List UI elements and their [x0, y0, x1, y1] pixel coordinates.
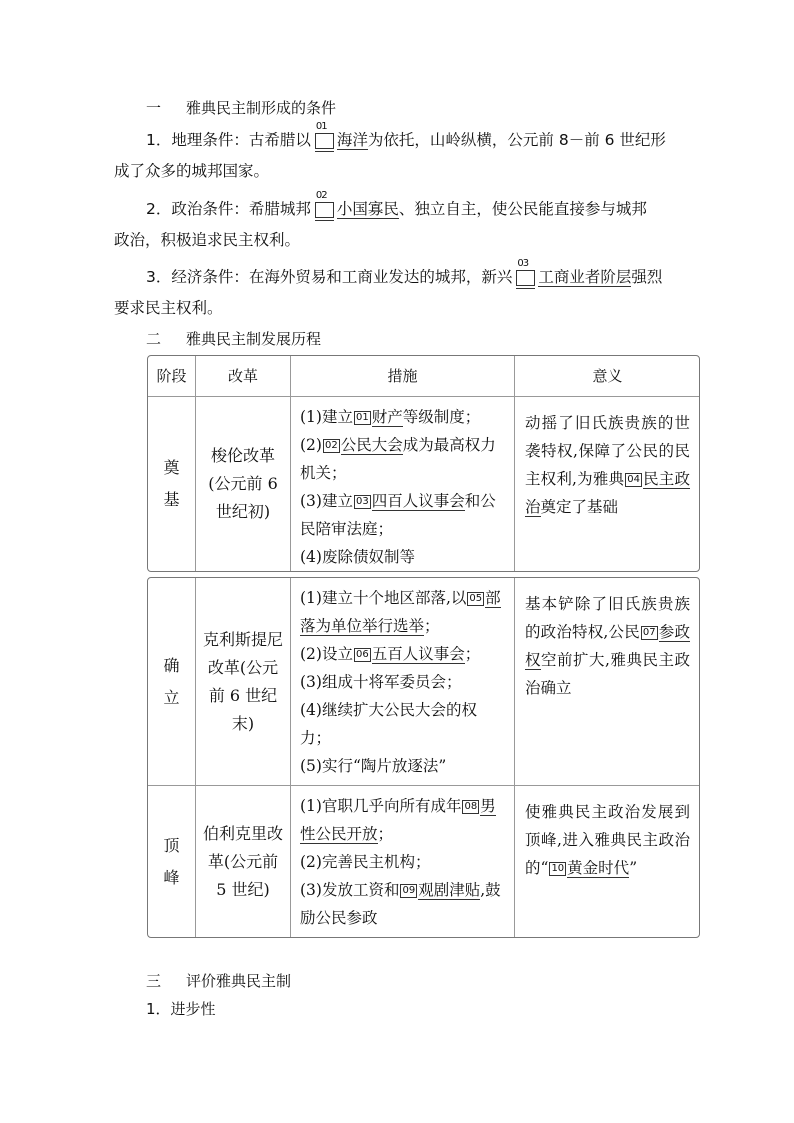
- section-heading-2: 二 雅典民主制发展历程: [146, 330, 322, 348]
- section-heading-3: 三 评价雅典民主制: [146, 972, 292, 990]
- reform-cell: 梭伦改革(公元前 6 世纪初): [195, 397, 290, 571]
- key-term: 小国寡民: [336, 200, 399, 218]
- reform-cell: 克利斯提尼改革(公元前 6 世纪末): [195, 578, 290, 785]
- condition-economy: 3．经济条件：在海外贸易和工商业发达的城邦，新兴 03 工商业者阶层强烈 要求民主权利。: [114, 258, 663, 317]
- stage-cell: 顶峰: [163, 835, 180, 887]
- significance-cell: 使雅典民主政治发展到顶峰,进入雅典民主政治的“ 10 黄金时代”: [514, 786, 700, 937]
- measures-cell: (1)官职几乎向所有成年 08 男性公民开放； (2)完善民主机构； (3)发放工资和 09 观剧津贴,鼓励公民参政: [290, 786, 514, 937]
- table-row: [148, 786, 699, 937]
- reform-table-part-1: [147, 355, 700, 572]
- stage-cell: 奠基: [163, 458, 180, 509]
- table-header-row: 阶段 改革 措施 意义: [148, 356, 699, 396]
- table-row: [148, 397, 699, 571]
- blank-marker: 02: [314, 196, 334, 218]
- key-term: 工商业者阶层: [538, 268, 632, 286]
- key-term: 海洋: [336, 131, 368, 149]
- section-number: 一: [146, 99, 162, 117]
- blank-marker: 03: [515, 264, 535, 286]
- stage-cell: 确立: [163, 655, 180, 707]
- table-row: [148, 578, 699, 785]
- condition-politics: 2．政治条件：希腊城邦 02 小国寡民、独立自主，使公民能直接参与城邦 政治，积极追求民主权利。: [114, 190, 647, 249]
- measures-cell: (1)建立十个地区部落,以 05 部落为单位举行选举； (2)设立 06 五百人议事会； (3)组成十将军委员会； (4)继续扩大公民大会的权力； (5)实行“陶片放逐法”: [290, 578, 514, 785]
- blank-marker: 01: [314, 127, 334, 149]
- section-heading-1: [146, 97, 336, 118]
- reform-table-part-2: [147, 577, 700, 938]
- measures-cell: (1)建立 01 财产等级制度； (2) 02 公民大会成为最高权力机关； (3)建立 03 四百人议事会和公民陪审法庭； (4)废除债奴制等: [290, 397, 514, 571]
- significance-cell: 基本铲除了旧氏族贵族的政治特权,公民 07 参政权空前扩大,雅典民主政治确立: [514, 578, 700, 785]
- condition-geography: 1．地理条件：古希腊以 01 海洋为依托，山岭纵横，公元前 8－前 6 世纪形 成了众多的城邦国家。: [114, 121, 666, 180]
- reform-cell: 伯利克里改革(公元前 5 世纪): [195, 786, 290, 937]
- significance-cell: 动摇了旧氏族贵族的世袭特权,保障了公民的民主权利,为雅典 04 民主政治奠定了基础: [514, 397, 700, 571]
- evaluation-item-1: 1．进步性: [146, 1000, 216, 1018]
- section-title: 雅典民主制形成的条件: [186, 99, 337, 117]
